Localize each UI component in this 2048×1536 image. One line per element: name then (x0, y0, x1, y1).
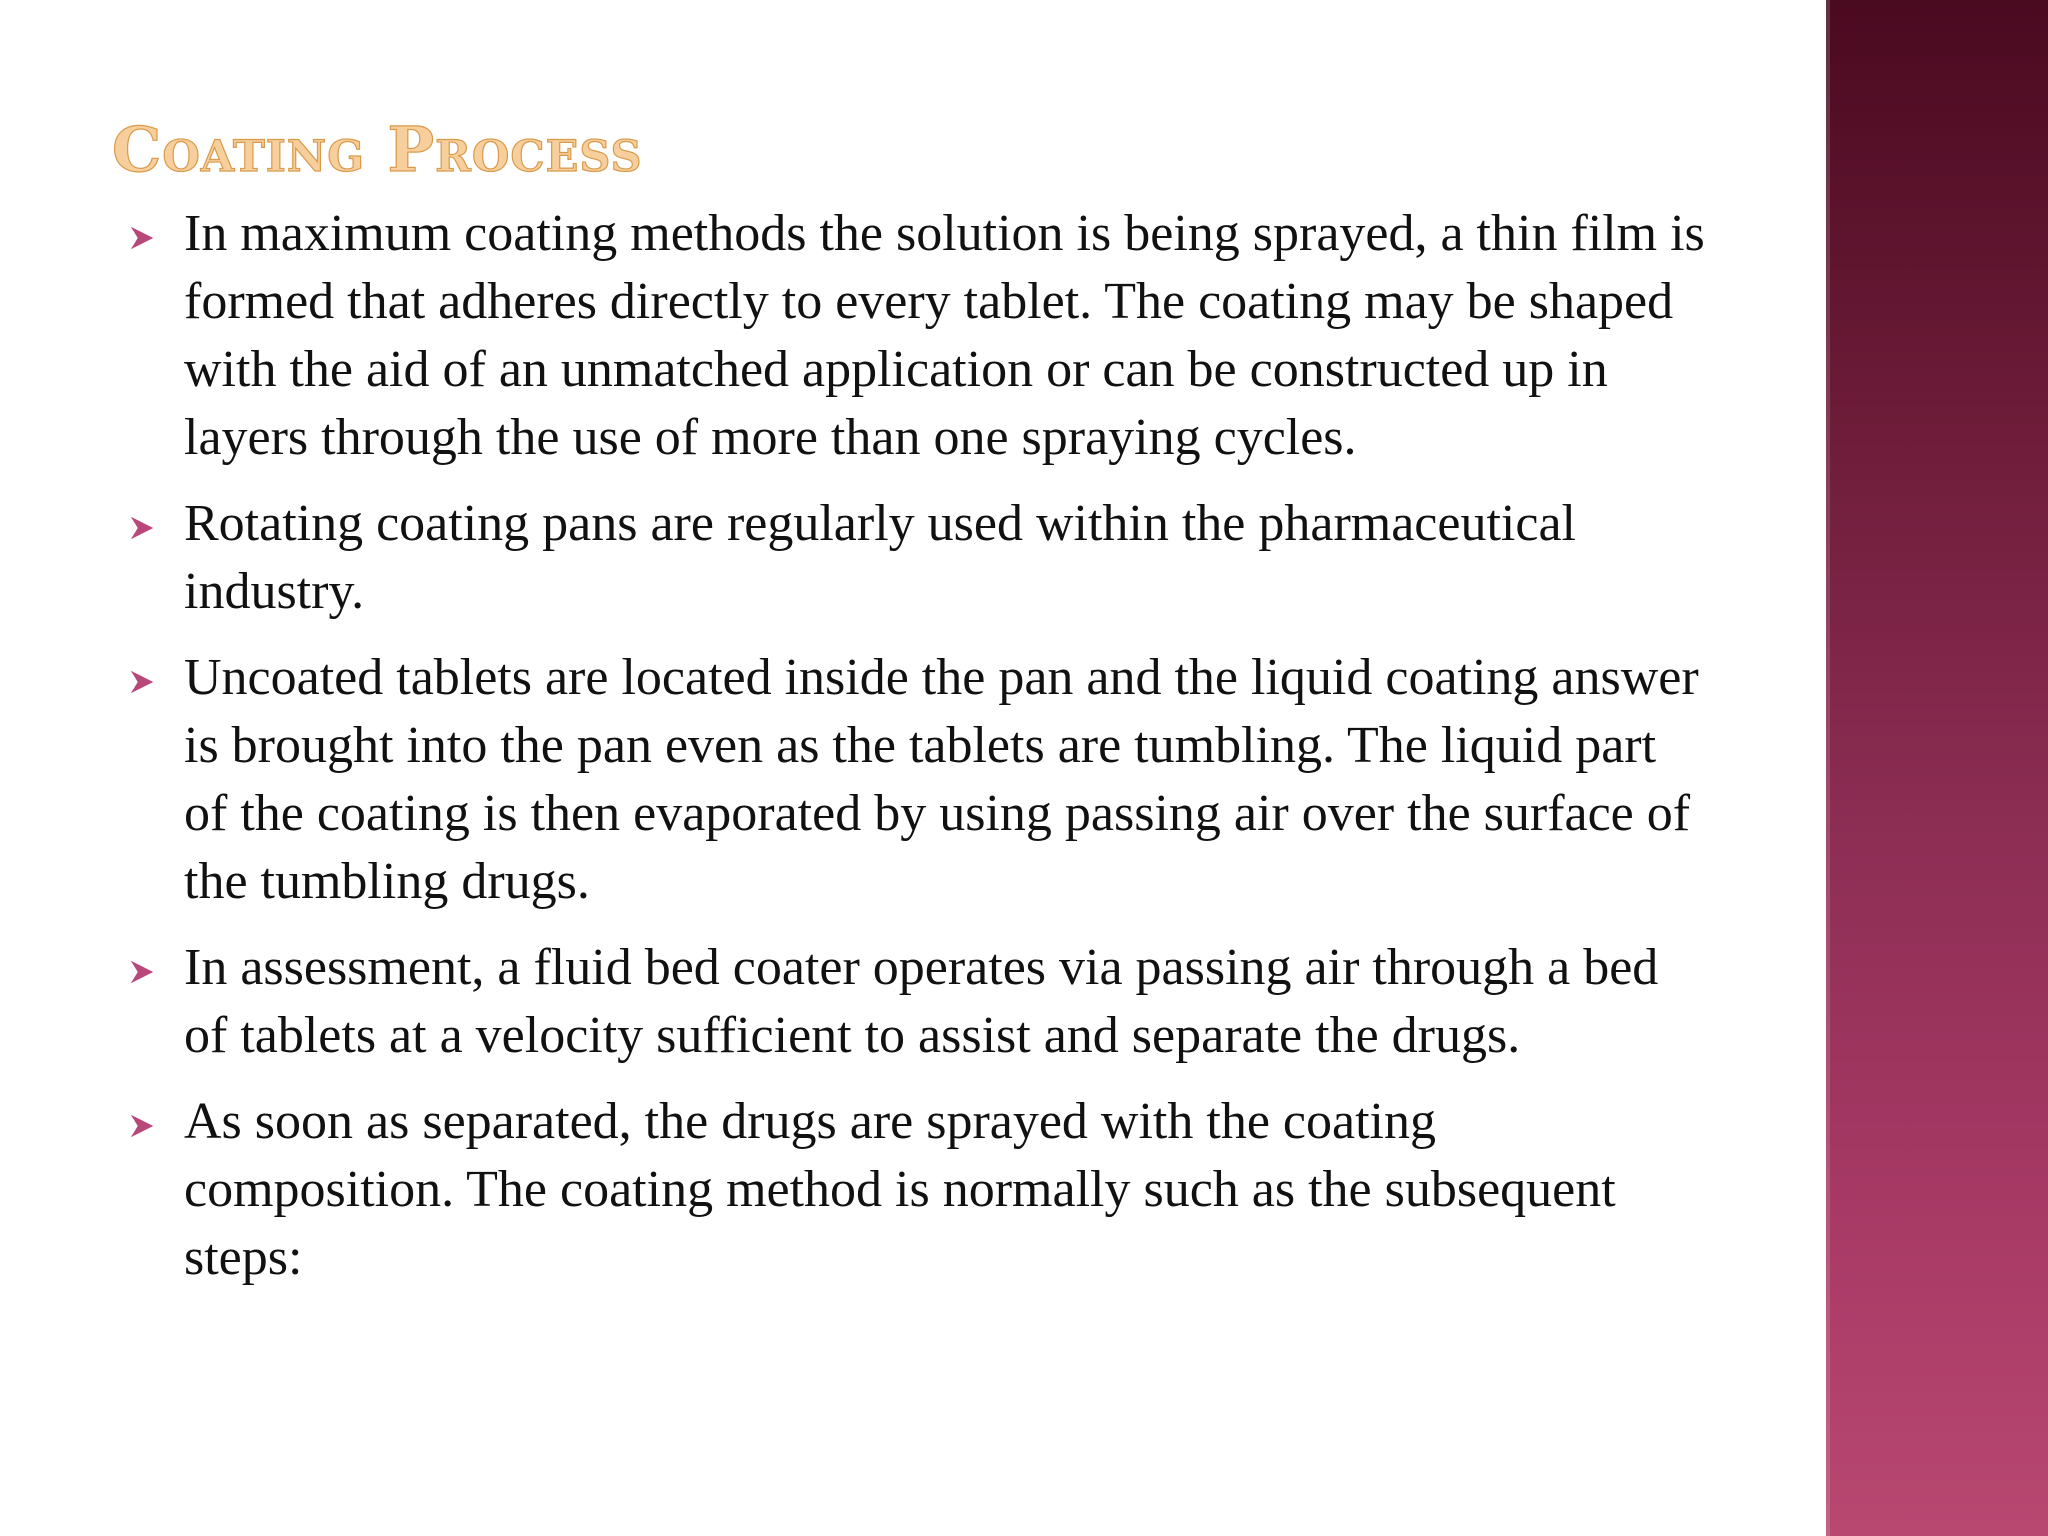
arrowhead-bullet-icon (128, 224, 156, 252)
bullet-item (112, 1088, 1712, 1292)
arrowhead-bullet-icon (128, 1112, 156, 1140)
bullet-list (112, 200, 1712, 1310)
arrowhead-bullet-icon (128, 514, 156, 542)
bullet-text: In maximum coating methods the solution is being sprayed, a thin film is formed that adheres directly to every tablet. The coating may be shaped with the aid of an unmatched application or can be constructed up in layers through the use of more than one spraying cycles. (184, 205, 1705, 466)
arrowhead-bullet-icon (128, 958, 156, 986)
bullet-item (112, 490, 1712, 626)
arrowhead-bullet-icon (128, 668, 156, 696)
bullet-item (112, 934, 1712, 1070)
bullet-item (112, 644, 1712, 916)
decorative-side-band (1826, 0, 2048, 1536)
bullet-text: As soon as separated, the drugs are sprayed with the coating composition. The coating method is normally such as the subsequent steps: (184, 1093, 1616, 1286)
bullet-text: Rotating coating pans are regularly used within the pharmaceutical industry. (184, 495, 1576, 620)
bullet-text: In assessment, a fluid bed coater operates via passing air through a bed of tablets at a velocity sufficient to assist and separate the drugs. (184, 939, 1659, 1064)
bullet-item (112, 200, 1712, 472)
slide-title: Coating Process (112, 113, 643, 186)
bullet-text: Uncoated tablets are located inside the pan and the liquid coating answer is brought into the pan even as the tablets are tumbling. The liquid part of the coating is then evaporated by using passing air over the surface of the tumbling drugs. (184, 649, 1699, 910)
